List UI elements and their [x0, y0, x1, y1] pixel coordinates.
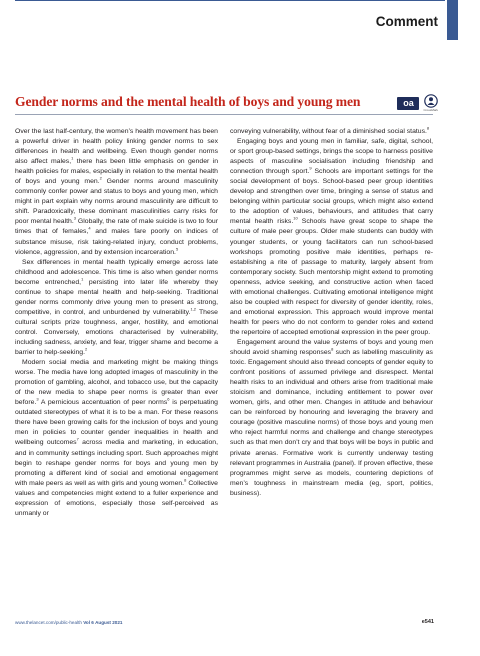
crossmark-icon[interactable] — [423, 94, 438, 112]
reference-marker[interactable]: 1,2 — [190, 306, 197, 312]
footer-date: August 2021 — [95, 620, 123, 625]
reference-marker[interactable]: 10 — [293, 216, 298, 222]
reference-marker[interactable]: 9 — [309, 165, 312, 171]
paragraph-text: Engagement around the value systems of boys and young men should avoid shaming responses — [230, 338, 433, 357]
reference-marker[interactable]: 8 — [184, 477, 187, 483]
paragraph-text: Engaging boys and young men in familiar, safe, digital, school, or sport group-based settings, brings the scope to harness positive aspects of masculine socialisation including friendship and connection through sport. — [230, 138, 433, 176]
paragraph-text: and males fare poorly on indices of substance misuse, risk taking-related injury, conduct problems, violence, aggression, and by extension incarceration. — [15, 228, 219, 256]
footer-volume: Vol 6 — [83, 620, 94, 625]
reference-marker[interactable]: 3 — [36, 396, 39, 402]
page-number: e541 — [421, 619, 434, 625]
crossmark-label: CrossMark — [423, 108, 438, 112]
paragraph — [15, 258, 218, 358]
top-rule — [15, 0, 445, 1]
paragraph-text: there has been little emphasis on gender in health policies for males, especially in relation to the mental health of boys and young men. — [15, 158, 218, 186]
paragraph-text: persisting into later life whereby they continue to shape mental health and help-seeking. Traditional gender norms commonly drive young men to present as strong, competitive, in control, and unburdened by vulnerability. — [15, 278, 218, 316]
paragraph-text: Over the last half-century, the women’s health movement has been a powerful driver in health policy linking gender norms to sex differences in health and wellbeing. Even though gender norms also affect males, — [15, 128, 218, 166]
left-column — [15, 127, 218, 519]
section-label: Comment — [375, 14, 438, 29]
reference-marker[interactable]: 7 — [76, 437, 79, 443]
reference-marker[interactable]: 5 — [175, 246, 179, 252]
open-access-icon[interactable]: oa — [397, 97, 419, 110]
paragraph — [230, 137, 433, 338]
reference-marker[interactable]: 4 — [88, 226, 91, 232]
footer-url[interactable]: www.thelancet.com/public-health — [15, 620, 82, 625]
paragraph-text: Sex differences in mental health typically emerge across late childhood and adolescence. This time is also when gender norms become entrenched, — [15, 258, 218, 286]
reference-marker[interactable]: 3 — [73, 216, 76, 222]
reference-marker[interactable]: 8 — [426, 125, 430, 131]
paragraph-text: These cultural scripts prize toughness, anger, hostility, and emotional control. Conversely, emotions characterised by vulnerability, including sadness, anxiety, and fear, trigger shame and become a barrier to help-seeking. — [15, 308, 218, 357]
crossmark-logo-icon — [424, 94, 438, 108]
reference-marker[interactable]: 2 — [85, 346, 88, 352]
paragraph-text: Modern social media and marketing might be making things worse. The media have long adopted images of masculinity in the promotion of gambling, alcohol, and tobacco use, but the capacity of the new media to shape peer norms is greater than ever before. — [15, 359, 218, 407]
reference-marker[interactable]: 6 — [167, 396, 170, 402]
paragraph-text: Collective values and competencies might extend to a fuller experience and expression of emotions, especially those self-perceived as unmanly or — [15, 479, 218, 517]
paragraph — [230, 127, 433, 137]
paragraph — [15, 358, 218, 519]
paragraph-text: Gender norms around masculinity commonly confer power and status to boys and young men, which might in part explain why norms around masculinity are difficult to shift. Paradoxically, these dominant masculinities carry risks for poor mental health. — [15, 178, 218, 226]
right-column — [230, 127, 433, 499]
footer-citation — [15, 620, 122, 625]
reference-marker[interactable]: 2 — [99, 175, 102, 181]
paragraph-text: across media and marketing, in education, and in community settings including sport. Such approaches might begin to reshape gender norms for boys and young men by promoting a different kind of social and emotional engagement with male peers as well as with girls and young women. — [15, 439, 218, 487]
paragraph-text: A pernicious accentuation of peer norms — [38, 399, 168, 407]
paragraph-text: Schools have great scope to shape the culture of male peer groups. Older male students can buddy with younger students, or young facilitators can run school-based workshops promoting positive male identities, perhaps re-establishing a rite of passage to maturity, largely absent from contemporary society. Such mentorship might extend to promoting openness, advice seeking, and constructive action when faced with emotional challenges. Cultivating emotional intelligence might also be coupled with respect for diversity of gender identity, roles, and emotional expression. This approach would improve mental health for peers who do not conform to gender roles and extend the repertoire of accepted emotional expression in the peer group. — [230, 218, 433, 336]
paragraph-text: such as labelling masculinity as toxic. Engagement should also thread concepts of gender equity to confront positions of assumed privilege and disrespect. Mental health risks to an individual and others arise from traditional male stoicism and dominance, including entitlement to power over women, girls, and other men. Changes in attitude and behaviour can be reinforced by honouring and leveraging the bravery and courage (positive masculine norms) of those boys and young men who reject harmful norms and challenge and change stereotypes such as that men don’t cry and that boys will be boys in public and private arenas. Formative work is currently underway testing relevant programmes in Australia (panel). If proven effective, these programmes might serve as models, countering depictions of men’s toughness in mainstream media (eg, sport, politics, business). — [230, 349, 433, 497]
paragraph — [15, 127, 218, 258]
reference-marker[interactable]: 8 — [331, 346, 334, 352]
article-title: Gender norms and the mental health of boys and young men — [15, 94, 361, 109]
paragraph-text: conveying vulnerability, without fear of a diminished social status. — [230, 128, 427, 135]
title-rule — [15, 114, 433, 115]
reference-marker[interactable]: 1 — [71, 155, 74, 161]
reference-marker[interactable]: 1 — [81, 276, 84, 282]
article-badges — [397, 94, 438, 112]
paragraph-text: is perpetuating outdated stereotypes of what it is to be a man. For these reasons there have been growing calls for the inclusion of boys and young men in policies to counter gender inequalities in health and wellbeing outcomes — [15, 399, 218, 447]
paragraph-text: Globally, the rate of male suicide is two to four times that of females, — [15, 218, 218, 236]
paragraph-text: Schools are important settings for the social development of boys. School-based peer group identities develop and strengthen over time, bringing a sense of status and belonging within particular social groups, which might also extend to the adoption of values, behaviours, and attitudes that carry mental health risks. — [230, 168, 434, 226]
section-tab — [447, 0, 458, 40]
paragraph — [230, 338, 433, 499]
